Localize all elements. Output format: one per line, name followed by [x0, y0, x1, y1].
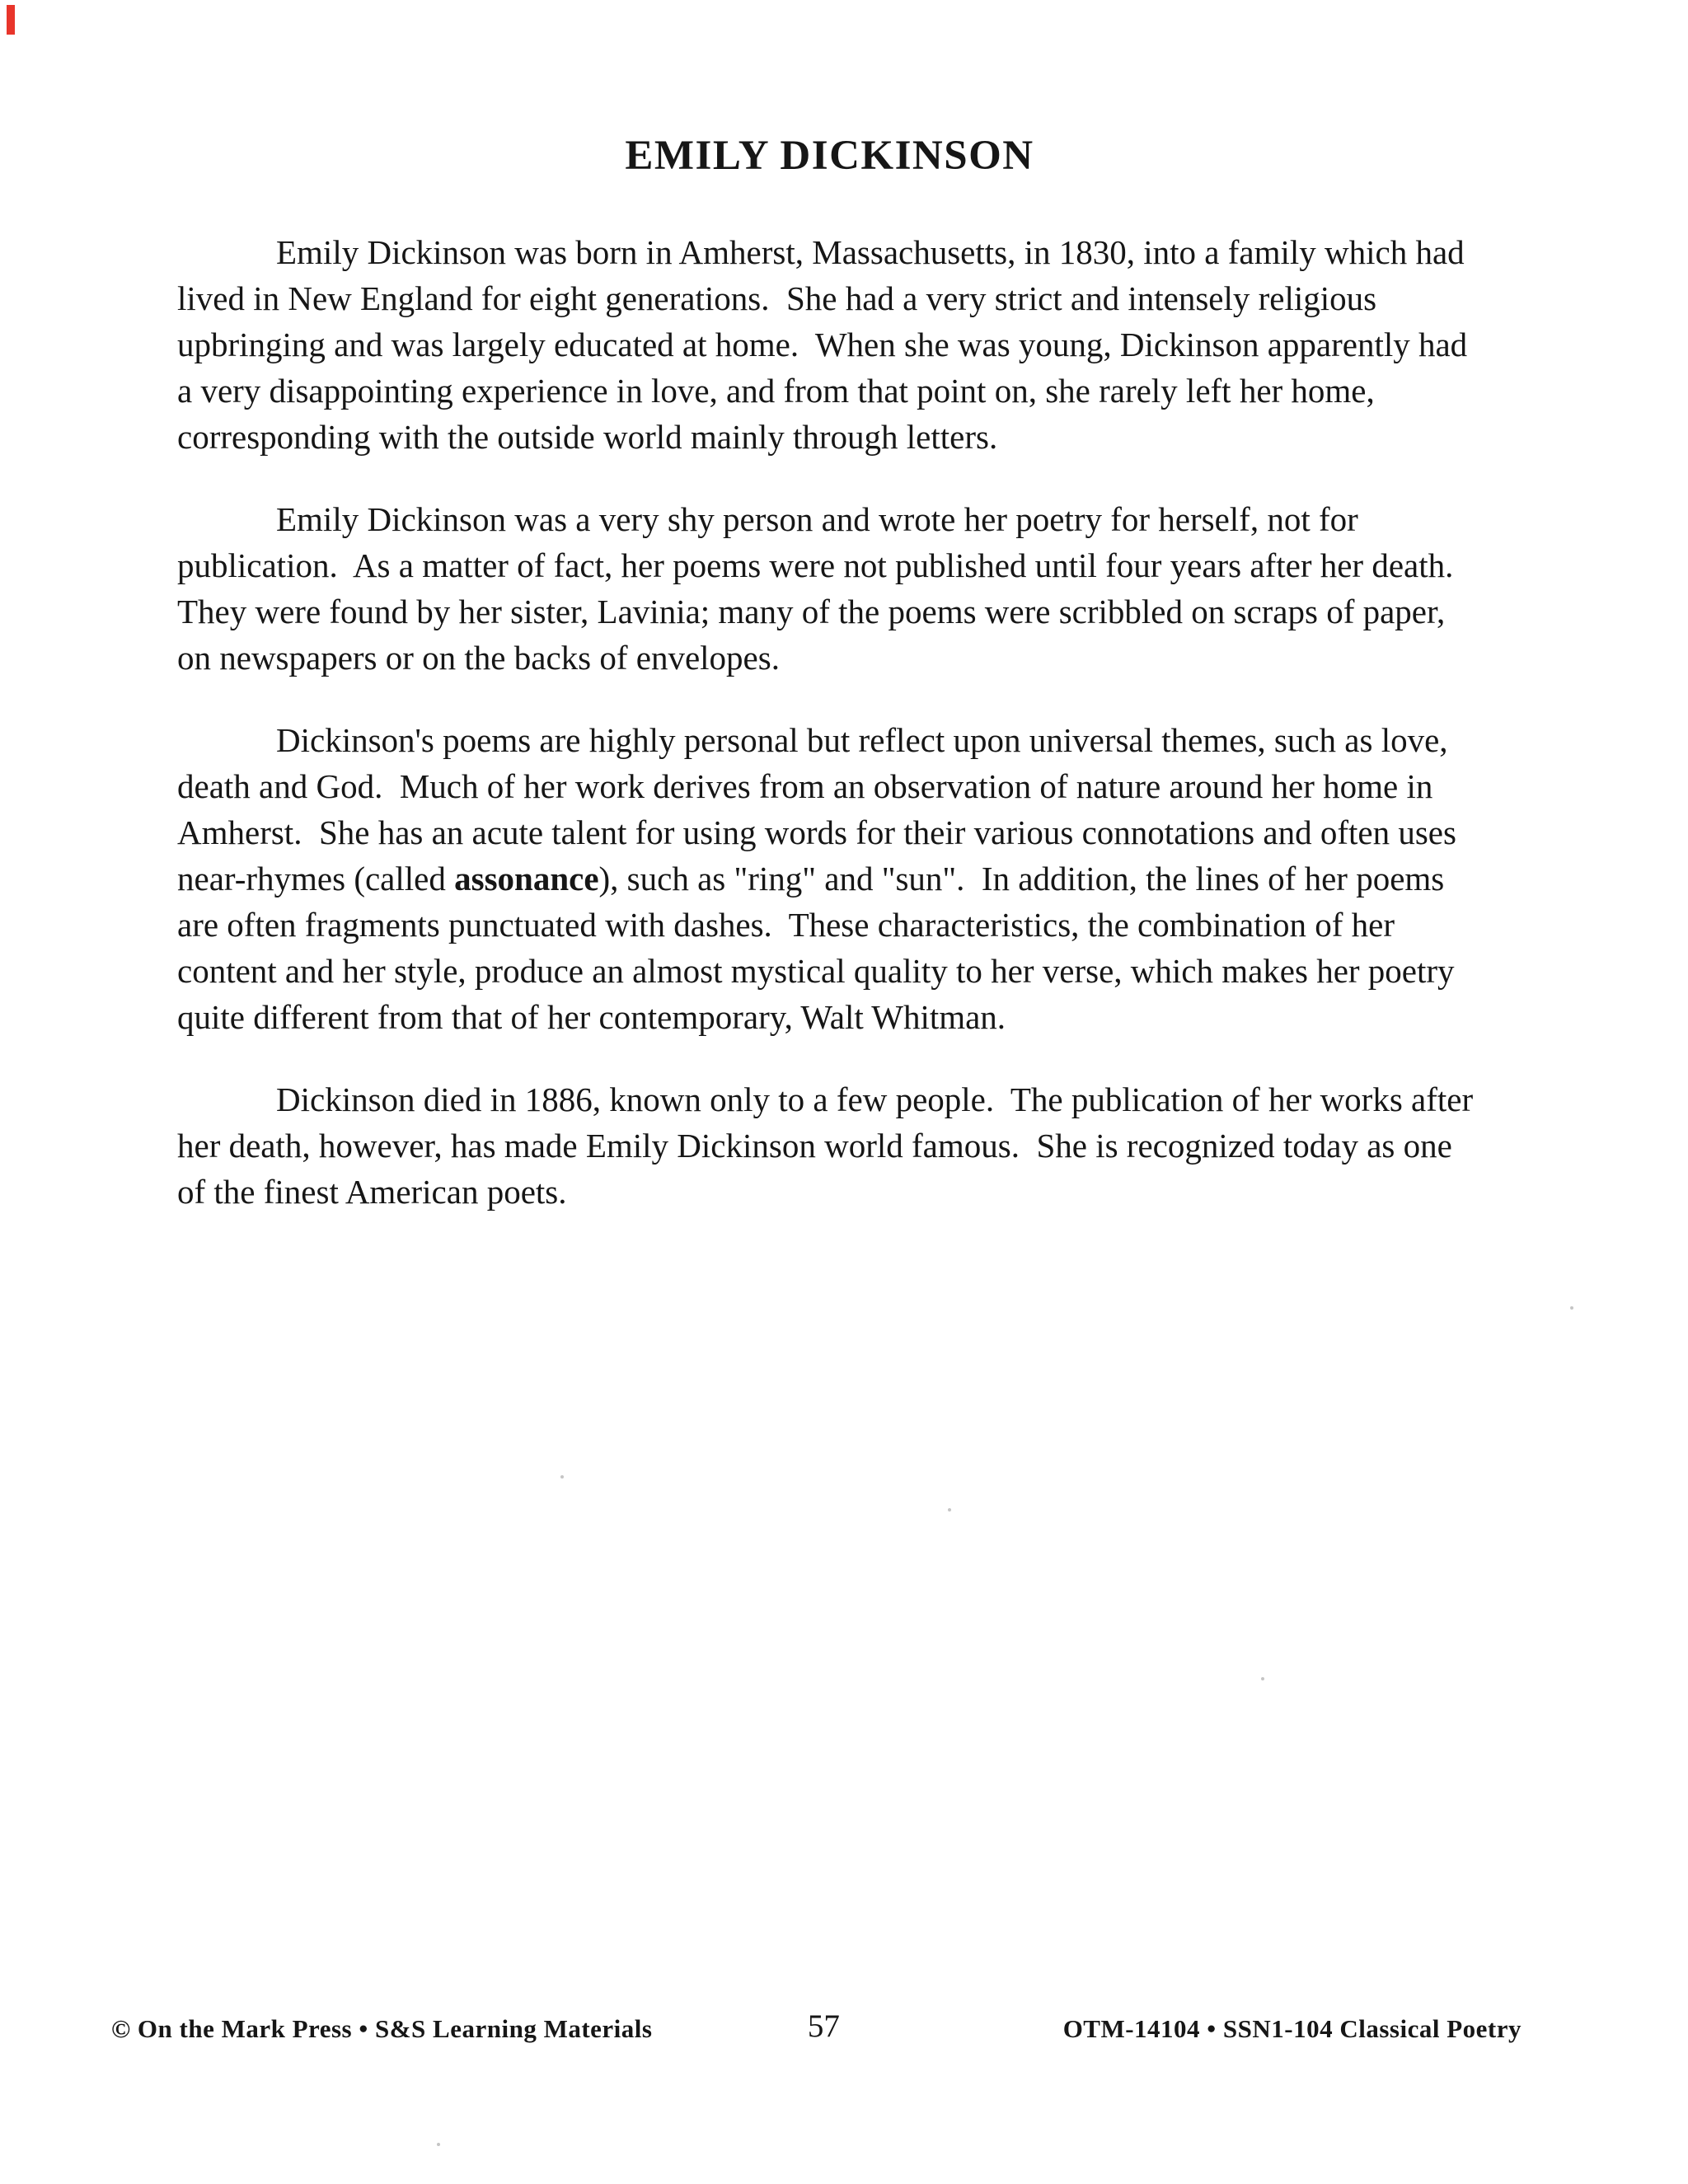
page-footer — [0, 2008, 1688, 2050]
paragraph-biography-3 — [177, 717, 1482, 1040]
footer-product-code: OTM-14104 • SSN1-104 Classical Poetry — [1062, 2014, 1522, 2043]
scan-speckle — [948, 1508, 951, 1511]
scan-speckle — [437, 2143, 440, 2146]
footer-copyright: © On the Mark Press • S&S Learning Materials — [111, 2014, 653, 2043]
page-title: EMILY DICKINSON — [625, 133, 1034, 179]
scan-speckle — [1261, 1677, 1264, 1680]
paragraph-3-text-before: Dickinson's poems are highly personal but reflect upon universal themes, such as love, death and God. Much of her work derives from an observation of nature around her home in Amherst. She has an acute talent for using words for their various connotations and often uses near-rhymes (called — [177, 721, 1465, 898]
paragraph-biography-2: Emily Dickinson was a very shy person and wrote her poetry for herself, not for publication. As a matter of fact, her poems were not published until four years after her death. They were found by her sister, Lavinia; many of the poems were scribbled on scraps of paper, on newspapers or on the backs of envelopes. — [177, 500, 1470, 677]
assonance-bold-term: assonance — [454, 860, 599, 898]
footer-page-number: 57 — [807, 2008, 840, 2044]
paragraph-biography-4: Dickinson died in 1886, known only to a few people. The publication of her works after her death, however, has made Emily Dickinson world famous. She is recognized today as one of the finest American poets. — [177, 1080, 1482, 1211]
paragraph-3-text-after: ), such as "ring" and "sun". In addition, the lines of her poems are often fragments punctuated with dashes. These characteristics, the combination of her content and her style, produce an almost mystical quality to her verse, which makes her poetry quite different from that of her contemporary, Walt Whitman. — [177, 860, 1463, 1036]
scan-speckle — [1570, 1306, 1573, 1310]
paragraph-biography-1: Emily Dickinson was born in Amherst, Massachusetts, in 1830, into a family which had lived in New England for eight generations. She had a very strict and intensely religious upbringing and was largely educated at home. When she was young, Dickinson apparently had a very disappointing experience in love, and from that point on, she rarely left her home, corresponding with the outside world mainly through letters. — [177, 233, 1476, 456]
scan-speckle — [560, 1475, 564, 1479]
